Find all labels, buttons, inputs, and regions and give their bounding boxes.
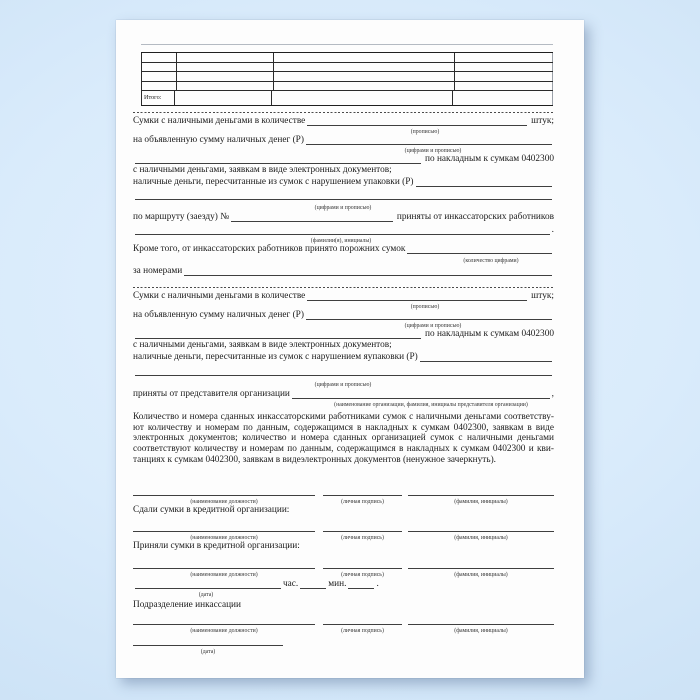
caption-fio: (фамилия, инициалы) (454, 498, 508, 505)
table-cell (141, 82, 177, 91)
caption-dolzhnost: (наименование должности) (190, 627, 258, 634)
table-row (141, 82, 553, 92)
signature-line (133, 495, 315, 496)
table-cell (455, 82, 553, 91)
table-cell (177, 72, 274, 81)
caption-row (133, 127, 554, 135)
table-total-row (141, 91, 553, 106)
blank-line (184, 275, 552, 276)
document-page (116, 20, 584, 678)
field-label: с наличными деньгами, заявкам в виде электронных документов; (133, 165, 392, 176)
field-label: на объявленную сумму наличных денег (Р) (133, 309, 304, 320)
full-blank-row (133, 188, 554, 201)
field-bags-count (133, 116, 554, 127)
caption-kolichestvo: (количество цифрами) (463, 257, 519, 264)
blank-line (420, 361, 552, 362)
field-label: приняты от представителя организации (133, 388, 290, 399)
table-row (141, 72, 553, 82)
paragraph-line: ют количеству и номерам по данным, содержащимся в накладных к сумкам 0402300, заявкам в виде (133, 422, 554, 433)
caption-propisyu: (прописью) (410, 303, 440, 310)
totals-table (141, 44, 553, 106)
blank-line (135, 338, 421, 339)
caption-podpis: (личная подпись) (341, 627, 384, 634)
blank-line (307, 300, 527, 301)
signature-line (323, 624, 402, 625)
label-chas: час. (283, 578, 299, 589)
field-declared-sum (133, 135, 554, 146)
punctuation: , (551, 388, 554, 399)
field-label: наличные деньги, пересчитанные из сумок с нарушением упаковки (Р) (133, 176, 414, 187)
signature-line (408, 624, 554, 625)
blank-line (135, 375, 552, 376)
field-suffix: приняты от инкассаторских работников (394, 211, 554, 222)
table-cell (177, 82, 274, 91)
line-edocs-2 (133, 340, 554, 352)
signature-line (323, 568, 402, 569)
caption-row (133, 256, 554, 264)
signature-row (133, 619, 554, 625)
field-numbers (133, 266, 554, 277)
caption-row (133, 321, 554, 329)
field-suffix: штук; (528, 290, 554, 301)
blank-line (416, 186, 553, 187)
blank-line (135, 588, 281, 589)
caption-cifprop: (цифрами и прописью) (314, 204, 372, 211)
table-cell (453, 91, 553, 105)
table-row (141, 45, 553, 53)
field-declared-sum-2 (133, 310, 554, 321)
blank-line (292, 398, 550, 399)
field-recounted (133, 176, 554, 188)
section-separator (133, 112, 554, 113)
punctuation: . (376, 578, 379, 589)
field-suffix: по накладным к сумкам 0402300 (422, 153, 554, 164)
full-blank-row (133, 363, 554, 377)
field-label: по маршруту (заезду) № (133, 211, 230, 222)
signature-line (408, 531, 554, 532)
field-nakladnye-2 (133, 329, 554, 340)
caption-row (133, 203, 554, 211)
caption-cifprop: (цифрами и прописью) (314, 381, 372, 388)
signature-row (133, 526, 554, 532)
line-edocs (133, 165, 554, 177)
caption-dolzhnost: (наименование должности) (190, 534, 258, 541)
field-label: Кроме того, от инкассаторских работников принято порожних сумок (133, 243, 406, 254)
table-cell (274, 63, 455, 72)
caption-podpis: (личная подпись) (341, 571, 384, 578)
table-cell (455, 53, 553, 62)
table-total-label: Итого: (141, 91, 175, 105)
field-recounted-2 (133, 351, 554, 363)
signature-row (133, 490, 554, 496)
table-row (141, 53, 553, 63)
signature-line (408, 568, 554, 569)
paragraph-line: электронных документов; количество и номера сданных организацией сумок с наличными деньгами (133, 433, 554, 444)
paragraph-line: танциях к сумкам 0402300, заявкам в видеэлектронных документов (ненужное зачеркнуть). (133, 455, 496, 466)
field-label: за номерами (133, 265, 183, 276)
caption-cifprop: (цифрами и прописью) (404, 147, 462, 154)
blank-line (306, 144, 552, 145)
signature-line (323, 531, 402, 532)
paragraph-line: Количество и номера сданных инкассаторскими работниками сумок с наличными деньгами соответству- (133, 411, 554, 422)
table-cell (455, 63, 553, 72)
signature-line (133, 568, 315, 569)
table-cell (141, 63, 177, 72)
label-sdali: Сдали сумки в кредитной организации: (133, 504, 290, 515)
signature-captions (133, 532, 554, 541)
field-bags-count-2 (133, 291, 554, 302)
signature-captions (133, 625, 554, 634)
table-cell (175, 91, 272, 105)
table-cell (274, 53, 455, 62)
signature-row (133, 563, 554, 569)
field-label: Сумки с наличными деньгами в количестве (133, 290, 306, 301)
table-cell (272, 91, 453, 105)
blank-line (135, 199, 552, 200)
table-cell (455, 72, 553, 81)
paragraph-line: соответствуют количеству и номерам по данным, содержащимся в накладных к сумкам 0402300 и кви- (133, 444, 554, 455)
caption-row (133, 302, 554, 310)
blank-line (407, 253, 552, 254)
caption-fio: (фамилия, инициалы) (454, 627, 508, 634)
caption-fio: (фамилия, инициалы) (454, 571, 508, 578)
field-label: наличные деньги, пересчитанные из сумок с нарушением яупаковки (Р) (133, 351, 418, 362)
caption-propisyu: (прописью) (410, 128, 440, 135)
signature-line (408, 495, 554, 496)
field-time (133, 579, 554, 590)
caption-dolzhnost: (наименование должности) (190, 571, 258, 578)
signature-line (133, 531, 315, 532)
field-suffix: штук; (528, 115, 554, 126)
table-row (141, 63, 553, 73)
statement-paragraph (133, 412, 554, 466)
blank-line (306, 319, 552, 320)
caption-row (133, 236, 554, 244)
signature-captions (133, 496, 554, 505)
caption-row (133, 380, 554, 388)
label-min: мин. (328, 578, 347, 589)
table-cell (274, 72, 455, 81)
caption-row (133, 647, 554, 655)
blank-line (135, 163, 421, 164)
table-cell (141, 72, 177, 81)
field-label: с наличными деньгами, заявкам в виде электронных документов; (133, 340, 392, 351)
caption-row (133, 590, 554, 598)
caption-data: (дата) (200, 648, 216, 655)
caption-cifprop: (цифрами и прописью) (404, 322, 462, 329)
blank-line (348, 588, 374, 589)
table-cell (141, 53, 177, 62)
field-org-representative (133, 389, 554, 400)
blank-line (300, 588, 326, 589)
caption-podpis: (личная подпись) (341, 534, 384, 541)
caption-fio: (фамилия, инициалы) (454, 534, 508, 541)
field-nakladnye (133, 154, 554, 165)
field-label: на объявленную сумму наличных денег (Р) (133, 134, 304, 145)
blank-line (231, 221, 393, 222)
signature-line (323, 495, 402, 496)
label-podrazdelenie: Подразделение инкассации (133, 599, 241, 610)
blank-line (135, 234, 550, 235)
caption-dolzhnost: (наименование должности) (190, 498, 258, 505)
section-separator (133, 287, 554, 288)
caption-podpis: (личная подпись) (341, 498, 384, 505)
document-content (133, 44, 554, 655)
caption-familii: (фамилии(я), инициалы) (310, 237, 372, 244)
field-label: Сумки с наличными деньгами в количестве (133, 115, 306, 126)
field-empty-bags (133, 244, 554, 255)
signature-captions (133, 569, 554, 578)
caption-row (133, 400, 554, 408)
caption-organization: (наименование организации, фамилия, инициалы представителя организации) (334, 401, 528, 408)
signature-line (133, 624, 315, 625)
caption-row (133, 146, 554, 154)
table-cell (274, 82, 455, 91)
table-cell (177, 63, 274, 72)
table-cell (177, 53, 274, 62)
field-suffix: по накладным к сумкам 0402300 (422, 328, 554, 339)
punctuation: . (551, 224, 554, 235)
blank-line (133, 645, 283, 646)
field-route (133, 212, 554, 223)
label-prinyali: Приняли сумки в кредитной организации: (133, 540, 300, 551)
full-blank-row (133, 223, 554, 236)
blank-line (307, 125, 527, 126)
caption-data: (дата) (198, 591, 214, 598)
